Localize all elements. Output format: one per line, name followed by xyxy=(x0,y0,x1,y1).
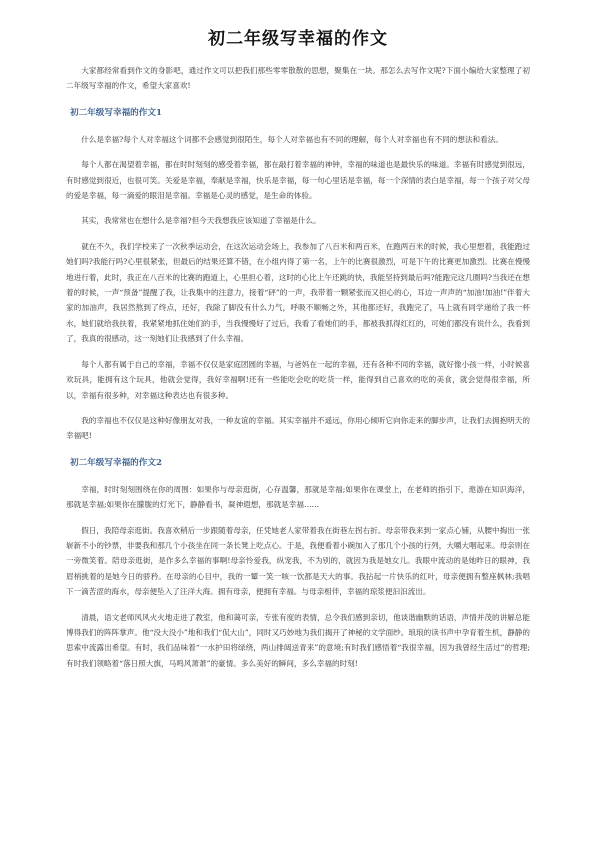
page-title: 初二年级写幸福的作文 xyxy=(208,29,388,49)
essay1-paragraph: 其实，我常常也在想什么是幸福?但今天我想我应该知道了幸福是什么。 xyxy=(81,216,321,226)
essay2-paragraph: 清晨，语文老师风风火火地走进了教室，他和蔼可亲，专张有度的表情，总令我们感到亲切，他谈谐幽默的话语，声情并茂的讲解总能博得我们的阵阵掌声。他“没大没小”地和我们“侃大山”，同时又巧妙地为我们揭开了神秘的文学面纱。琅琅的读书声中孕育着生机，静静的思索中流露出希望。有时，我们品味着“一水护田将绿绕，两山排闼送青来”的意境;有时我们感悟着“我很幸福，因为我曾经生活过”的哲理;有时我们领略着“落日照大旗，马鸣风萧萧”的豪情。多么美好的瞬间，多么幸福的时刻! xyxy=(66,612,530,668)
essay1-heading: 初二年级写幸福的作文1 xyxy=(70,107,162,118)
essay1-paragraph: 就在不久，我们学校来了一次秋季运动会，在这次运动会场上，我参加了八百米和两百米，在跑两百米的时候，我心里想着，我能跑过她们吗?我能行吗?心里很紧张，但最后的结果还算不错，在小组内得了第一名，上午的比赛很激烈，可是下午的比赛更加激烈。比赛在慢慢地进行着，此时，我正在八百米的比赛的跑道上，心里担心着，这时的心比上午还跳的快，我能坚持到最后吗?能跑完这几圈吗?当我还在想着的时候，一声“预备”提醒了我，让我集中的注意力，接着“砰”的一声，我带着一颗紧张而又担心的心，耳边一声声的“加油!加油!”伴着大家的加油声，我居然熬到了终点，还好，我除了脚没有什么力气，呼吸不顺畅之外，其他都还好，我跑完了，马上就有同学递给了我一杯水，她们就给我扶着，我紧紧地抓住她们的手，当我慢慢好了过后，我看了看她们的手，都被我抓得红红的，可她们都没有说什么，我看到了，我真的很感动，这一刻她们让我感到了什么幸福。 xyxy=(66,241,530,344)
essay2-paragraph: 幸福，时时刻刻围绕在你的周围：如果你与母亲逛街，心存温馨，那就是幸福;如果你在课堂上，在老师的指引下，遨游在知识海洋，那就是幸福;如果你在朦胧的灯光下，静静看书，凝神遐想，那就是幸福…… xyxy=(66,484,530,510)
intro-paragraph: 大家都经常看到作文的身影吧，通过作文可以把我们那些零零散散的思想，聚集在一块。那怎么去写作文呢?下面小编给大家整理了初二年级写幸福的作文，希望大家喜欢! xyxy=(66,66,530,91)
essay1-paragraph: 每个人都在渴望着幸福，都在时时刻刻的感受着幸福，都在敲打着幸福的神钟，幸福的味道也是最快乐的味道。幸福有时感觉到很远，有时感觉到很近，也很可笑。关爱是幸福，奉献是幸福，快乐是幸福，每一句心里话是幸福，每一个深情的表白是幸福，每一个孩子对父母的爱是幸福，每一滴爱的眼泪是幸福。幸福是心灵的感觉，是生命的体验。 xyxy=(66,160,530,201)
essay2-paragraph: 假日，我陪母亲逛街。我喜欢稍后一步跟随着母亲，任凭她老人家带着我在街巷左拐右折。母亲带我来到一家点心铺，从腰中掏出一张崭新不小的钞票，非要我和那几个小孩坐在同一条长凳上吃点心。于是，我便看着小碗加入了那几个小孩的行列，大嚼大咽起来。母亲则在一旁微笑着。陪母亲逛街，是作多么幸福的事啊!母亲怜爱我，纵宠我，不为别的，就因为我是她女儿。我眼中流动的是她昨日的眼神，我眉梢挑着的是她今日的骄矜。在母亲的心目中，我的一颦一笑一咳一饮都是天大的事。我拈起一片快乐的红叶，母亲便拥有整座枫林;我唱下一滴苦涩的海水，母亲便坠入了汪洋大海。拥有母亲，便拥有幸福。与母亲相伴，幸福的琼浆便汩汩流出。 xyxy=(66,525,530,597)
essay1-paragraph: 什么是幸福?每个人对幸福这个词都不会感觉到很陌生，每个人对幸福也有不同的理解，每个人对幸福也有不同的想法和看法。 xyxy=(81,134,503,144)
essay1-paragraph: 每个人都有属于自己的幸福，幸福不仅仅是家庭团圆的幸福，与爸妈在一起的幸福，还有各种不同的幸福，就好像小孩一样，小时候喜欢玩具，能拥有这个玩具，他就会觉得，我好幸福啊!还有一些能吃会吃的吃货一样，能得到自己喜欢的吃的美食，就会觉得很幸福，所以，幸福有很多种，对幸福这种表达也有很多种。 xyxy=(66,359,530,400)
essay1-paragraph: 我的幸福也不仅仅是这种好像朋友对我，一种友谊的幸福。其实幸福并不遥远，你用心倾听它向你走来的脚步声，让我们去拥抱明天的幸福吧! xyxy=(66,415,530,441)
essay2-heading: 初二年级写幸福的作文2 xyxy=(70,457,162,468)
